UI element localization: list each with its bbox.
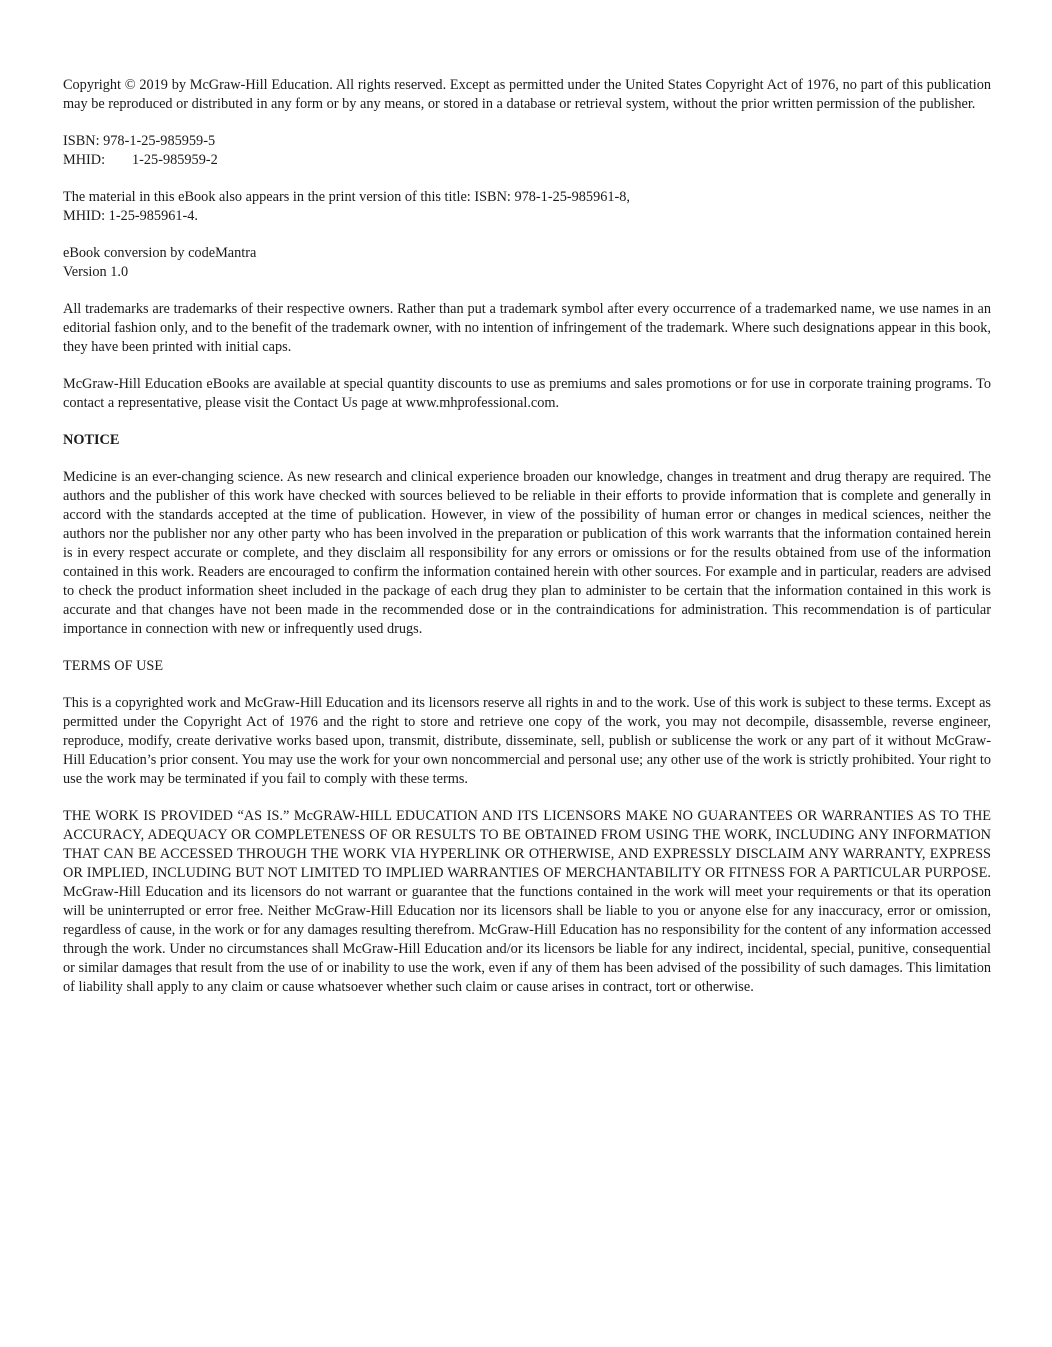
isbn-label: ISBN: <box>63 133 100 149</box>
isbn-value: 978-1-25-985959-5 <box>103 133 216 149</box>
premiums-statement: McGraw-Hill Education eBooks are available at special quantity discounts to use as premiums and sales promotions or for use in corporate training programs. To contact a representative, please visit the Contact Us page at www.mhprofessional.com. <box>63 376 991 411</box>
print-version-note <box>63 188 991 226</box>
conversion-note <box>63 244 991 282</box>
mhid-label: MHID: <box>63 152 106 168</box>
identifier-block <box>63 132 991 170</box>
mhid-value: 1-25-985959-2 <box>132 152 218 168</box>
notice-heading: NOTICE <box>63 432 120 448</box>
mhid-line <box>63 151 991 170</box>
copyright-page <box>63 76 991 1015</box>
trademarks-statement: All trademarks are trademarks of their respective owners. Rather than put a trademark symbol after every occurrence of a trademarked name, we use names in an editorial fashion only, and to the benefit of the trademark owner, with no intention of infringement of the trademark. Where such designations appear in this book, they have been printed with initial caps. <box>63 301 991 355</box>
copyright-statement: Copyright © 2019 by McGraw-Hill Education. All rights reserved. Except as permitted under the United States Copyright Act of 1976, no part of this publication may be reproduced or distributed in any form or by any means, or stored in a database or retrieval system, without the prior written permission of the publisher. <box>63 77 991 112</box>
notice-body: Medicine is an ever-changing science. As new research and clinical experience broaden our knowledge, changes in treatment and drug therapy are required. The authors and the publisher of this work have checked with sources believed to be reliable in their efforts to provide information that is complete and generally in accord with the standards accepted at the time of publication. However, in view of the possibility of human error or changes in medical sciences, neither the authors nor the publisher nor any other party who has been involved in the preparation or publication of this work warrants that the information contained herein is in every respect accurate or complete, and they disclaim all responsibility for any errors or omissions or for the results obtained from use of the information contained in this work. Readers are encouraged to confirm the information contained herein with other sources. For example and in particular, readers are advised to check the product information sheet included in the package of each drug they plan to administer to be certain that the information contained in this work is accurate and that changes have not been made in the recommended dose or in the contraindications for administration. This recommendation is of particular importance in connection with new or infrequently used drugs. <box>63 469 991 637</box>
version-number: Version 1.0 <box>63 264 129 280</box>
print-version-line-1: The material in this eBook also appears in the print version of this title: ISBN: 978-1-25-985961-8, <box>63 189 631 205</box>
terms-body: This is a copyrighted work and McGraw-Hill Education and its licensors reserve all rights in and to the work. Use of this work is subject to these terms. Except as permitted under the Copyright Act of 1976 and the right to store and retrieve one copy of the work, you may not decompile, disassemble, reverse engineer, reproduce, modify, create derivative works based upon, transmit, distribute, disseminate, sell, publish or sublicense the work or any part of it without McGraw-Hill Education’s prior consent. You may use the work for your own noncommercial and personal use; any other use of the work is strictly prohibited. Your right to use the work may be terminated if you fail to comply with these terms. <box>63 695 991 787</box>
warranty-disclaimer: THE WORK IS PROVIDED “AS IS.” McGRAW-HILL EDUCATION AND ITS LICENSORS MAKE NO GUARANTEES OR WARRANTIES AS TO THE ACCURACY, ADEQUACY OR COMPLETENESS OF OR RESULTS TO BE OBTAINED FROM USING THE WORK, INCLUDING ANY INFORMATION THAT CAN BE ACCESSED THROUGH THE WORK VIA HYPERLINK OR OTHERWISE, AND EXPRESSLY DISCLAIM ANY WARRANTY, EXPRESS OR IMPLIED, INCLUDING BUT NOT LIMITED TO IMPLIED WARRANTIES OF MERCHANTABILITY OR FITNESS FOR A PARTICULAR PURPOSE. McGraw-Hill Education and its licensors do not warrant or guarantee that the functions contained in the work will meet your requirements or that its operation will be uninterrupted or error free. Neither McGraw-Hill Education nor its licensors shall be liable to you or anyone else for any inaccuracy, error or omission, regardless of cause, in the work or for any damages resulting therefrom. McGraw-Hill Education has no responsibility for the content of any information accessed through the work. Under no circumstances shall McGraw-Hill Education and/or its licensors be liable for any indirect, incidental, special, punitive, consequential or similar damages that result from the use of or inability to use the work, even if any of them has been advised of the possibility of such damages. This limitation of liability shall apply to any claim or cause whatsoever whether such claim or cause arises in contract, tort or otherwise. <box>63 808 991 995</box>
terms-heading: TERMS OF USE <box>63 658 164 674</box>
isbn-line <box>63 132 991 151</box>
print-version-line-2: MHID: 1-25-985961-4. <box>63 208 199 224</box>
conversion-credit: eBook conversion by codeMantra <box>63 245 257 261</box>
